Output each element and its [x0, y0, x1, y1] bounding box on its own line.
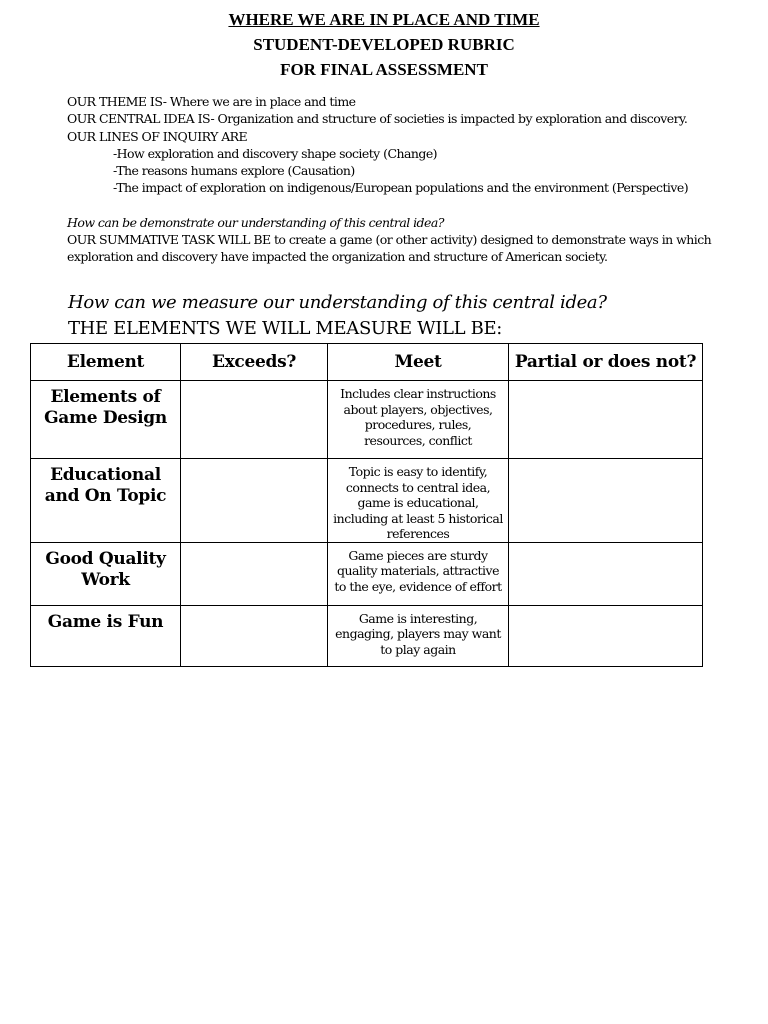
summative-task-line-2: exploration and discovery have impacted the organization and structure of American society.	[67, 249, 608, 265]
document-subtitle-assessment: FOR FINAL ASSESSMENT	[280, 60, 488, 79]
header-exceeds: Exceeds?	[181, 344, 328, 381]
document-title: WHERE WE ARE IN PLACE AND TIME	[228, 10, 540, 29]
exceeds-cell	[181, 542, 328, 605]
table-row	[31, 542, 703, 605]
rubric-table	[30, 343, 703, 667]
element-label: Work	[81, 569, 130, 590]
header-meet: Meet	[328, 344, 509, 381]
measure-question: How can we measure our understanding of this central idea?	[68, 292, 607, 313]
element-label: Game Design	[44, 408, 167, 428]
element-cell	[31, 381, 181, 459]
meet-cell: Game pieces are sturdy quality materials, attractive to the eye, evidence of effort	[328, 542, 509, 605]
element-label: Educational	[50, 465, 161, 485]
inquiry-line-perspective: -The impact of exploration on indigenous/European populations and the environment (Perspective)	[113, 180, 689, 196]
table-row	[31, 605, 703, 666]
meet-cell: Topic is easy to identify, connects to central idea, game is educational, including at least 5 historical references	[328, 459, 509, 543]
header-element: Element	[31, 344, 181, 381]
lines-of-inquiry-heading: OUR LINES OF INQUIRY ARE	[67, 128, 248, 144]
exceeds-cell	[181, 459, 328, 543]
element-cell	[31, 542, 181, 605]
element-label: and On Topic	[44, 486, 167, 506]
summative-task-line-1: OUR SUMMATIVE TASK WILL BE to create a game (or other activity) designed to demonstrate ways in which	[67, 232, 712, 248]
measure-heading: THE ELEMENTS WE WILL MEASURE WILL BE:	[68, 318, 502, 339]
partial-cell	[509, 381, 703, 459]
element-cell	[31, 605, 181, 666]
partial-cell	[509, 459, 703, 543]
meet-cell: Game is interesting, engaging, players may want to play again	[328, 605, 509, 666]
paragraph-spacer	[67, 197, 727, 214]
table-row	[31, 381, 703, 459]
demonstrate-question: How can be demonstrate our understanding of this central idea?	[67, 214, 444, 230]
central-idea-line: OUR CENTRAL IDEA IS- Organization and structure of societies is impacted by exploration and discovery.	[67, 111, 688, 127]
header-partial: Partial or does not?	[509, 344, 703, 381]
meet-cell: Includes clear instructions about players, objectives, procedures, rules, resources, conflict	[328, 381, 509, 459]
exceeds-cell	[181, 605, 328, 666]
document-subtitle-rubric: STUDENT-DEVELOPED RUBRIC	[253, 35, 515, 54]
rubric-header-row	[31, 344, 703, 381]
exceeds-cell	[181, 381, 328, 459]
theme-line: OUR THEME IS- Where we are in place and time	[67, 94, 356, 109]
element-cell	[31, 459, 181, 543]
document-header	[0, 7, 768, 82]
element-label: Good Quality	[45, 548, 166, 569]
partial-cell	[509, 542, 703, 605]
element-label: Elements of	[50, 387, 161, 407]
inquiry-line-causation: -The reasons humans explore (Causation)	[113, 163, 355, 179]
inquiry-line-change: -How exploration and discovery shape society (Change)	[113, 145, 437, 161]
intro-section	[67, 93, 727, 266]
table-row	[31, 459, 703, 543]
partial-cell	[509, 605, 703, 666]
element-label: Game is Fun	[47, 611, 164, 632]
